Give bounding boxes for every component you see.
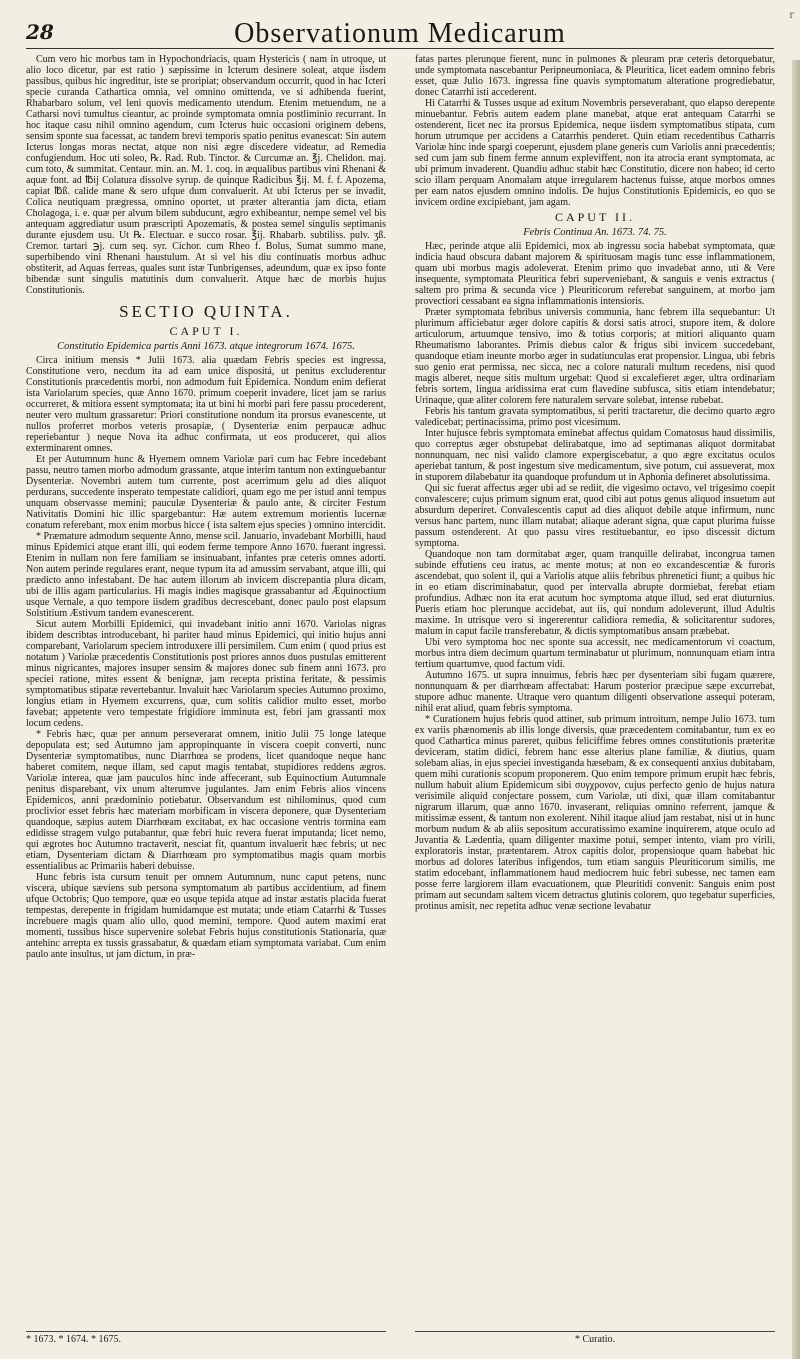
running-title: Observationum Medicarum (234, 18, 566, 49)
chapter-subtitle: Febris Continua An. 1673. 74. 75. (523, 227, 667, 238)
paragraph: * Præmature admodum sequente Anno, mense scil. Januario, invadebant Morbilli, haud minus Epidemici atque erant illi, qui eodem ferme tempore Anno 1670. fuerant ingressi. Etenim in nullam non fere familiam se insinuabant, infantes præ ceteris omnes adorti. Non autem perinde regulares erant, neque typum ita ad amussim servabant, atque illi, qui prædicto anno infestabant. De hac autem illorum ab invicem discrepantia plura dicam, ubi de illis agam particularius. Hi magis indies magisque grassabantur ad Æquinoctium usque Vernale, a quo tempore iisdem gradibus decrescebant, donec paulo post elapsum Solstitium Æstivum tandem evanescerent. (26, 531, 386, 619)
paragraph: Et per Autumnum hunc & Hyemem omnem Variolæ pari cum hac Febre incedebant passu, neutro tamen morbo admodum grassante, atque interim tantum non extinguebantur Dysenteriæ. Novembri autem tum currente, post acerrimum gelu ad dies aliquot perdurans, succedente insperato tempestate calidiori, quam ego me per istud anni tempus unquam observasse memini; pauculæ Dysenteriæ & paulo ante, & circiter Festum Nativitatis Domini hic illic spargebantur: Hæ autem extremum morientis lucernæ conatum referebant, mox enim morbus hicce ( ista saltem ejus species ) omnino intercidit. (26, 454, 386, 531)
chapter-subtitle: Constitutio Epidemica partis Anni 1673. atque integrorum 1674. 1675. (57, 341, 355, 352)
footnote: * Curatio. (415, 1331, 775, 1345)
paragraph: Circa initium mensis * Julii 1673. alia quædam Febris species est ingressa, Constitutione vero, necdum ita ad eam unice dispositá, ut penitus excluderentur Constitutionis præcedentis morbi, non admodum fuit Epidemica. Nondum enim defierat ista Variolarum species, quæ Anno 1670. primum coeperit invadere, licet jam se rarius occurreret, & mitiora essent symptomata; ita ut bini hi morbi pari fere passu procederent, neuter vero multum grassaretur: Priori constitutione nondum ita prorsus evanescente, ut nullos proferret morbos veteris prosapiæ, ( Dysenteriæ enim perpaucæ adhuc reperiebantur ) neque Nova ita adhuc confirmata, ut eos produceret, qui alios exterminarent omnes. (26, 355, 386, 454)
page-number: 28 (26, 20, 54, 44)
paragraph: * Febris hæc, quæ per annum perseverarat omnem, initio Julii 75 longe lateque depopulata est; sed Autumno jam appropinquante in viscera coepit converti, nunc Dysenteriæ symptomatibus, nunc Diarrhœa se prodens, licet quandoque neque hanc haberet comitem, neque illam, sed caput magis tentabat, stupidiores reddens ægros. Variolæ interea, quæ jam pauculos hinc inde affecerant, sub Equinoctium Autumnale penitus disparebant, vix unum alterumve jugulantes. Jam enim Febris alios vincens Epidemicos, anni prædominio potiebatur. Observandum est nihilominus, quod cum proclivior esset febris hæc materiam morbificam in viscera deponere, quæ Dysenteriam quandoque, sæpius autem Diarrhœam excitabat, ex hac occasione ventris tormina eam edidisse stragem vulgo putabantur, quæ febri huic revera fuerat imputanda; licet nemo, qui ægrotes hoc Autumno tractaverit, nesciat fit, quantum invaluerit hæc febris; ut nec etiam, Dysenteriam dictam & Diarrhœam pro symptomatibus magis quam morbis essentialibus ac Primariis haberi debuisse. (26, 729, 386, 872)
header-rule (26, 48, 774, 49)
paragraph: Hæc, perinde atque alii Epidemici, mox ab ingressu socia habebat symptomata, quæ indicia haud obscura dabant majorem & spirituosam magis tunc esse inflammationem, quam ubi morbus magis adoleverat. Etenim primo quo invadebat anno, uti & Vere insequente, symptomata Pleuritica febri superveniebant, & sanguis e venis extractus ( saltem pro prima & secunda vice ) Pleuriticorum referebat sanguinem, at morbo jam provectiori cessabant ea signa inflammationis intensioris. (415, 241, 775, 307)
running-header (26, 6, 774, 48)
paragraph: * Curationem hujus febris quod attinet, sub primum introitum, nempe Julio 1673. tum ex variis phænomenis ab illis longe diversis, quæ præcedentem comitabantur, tum ex eo quod Cathartica minus pareret, quibus feliciffime febres omnes constitutionis præteritæ deviceram, statim didici, febrem hanc esse alterius plane familiæ, & diutius, quam solebam alias, in ejus speciei investiganda hæsebam, & ex consequenti anxius dubitabam, quem mihi curationis scopum proponerem. Quo enim tempore primum erupit hæc febris, nullum habuit alium Epidemicum sibi συγχρονον, cujus perfecto genio de hujus natura verisimile aliquid conjectare possem, cum Variolæ, uti dixi, quæ illam comitabantur nigrarum illarum, quæ anno 1670. invaserant, reliquias omnino referrent, jamque & mitissimæ essent, & tantum non exolerent. Nihil itaque aliud jam restabat, nisi ut in hunc morbum nudum & ab aliis sepositum accuratissimo examine inquirerem, atque oculo ad Juvantia & Lædentia, quam diligenter maxime potui, semper intento, viam pro virili, exploratoris instar, prætentarem. Atrox capitis dolor, propensioque quam habebat hic morbus ad dolores lateribus infigendos, tum etiam sanguis Pleuriticorum similis, me statim edocebant, inflammationem haud mediocrem huic febri subesse, nec tamen eam posse ferre largiorem illam evacuationem, quæ Pleuritidi convenit: Sanguis enim post primam aut secundam saltem vicem detractus glutinis colorem, quo tegebatur superficies, protinus amisit, nec repetita adhuc venæ sectione levabatur (415, 714, 775, 912)
paragraph: Autumno 1675. ut supra innuimus, febris hæc per dysenteriam sibi fugam quærere, nonnunquam & per diarrhœam affectabat: Harum posterior præcipue sæpe excurrebat, stupore adhuc manente. Utraque vero quantum diligenti observatione assequi poteram, nihil erat aliud, quam febris symptoma. (415, 670, 775, 714)
footnote: * 1673. * 1674. * 1675. (26, 1331, 386, 1345)
book-spine-edge (792, 60, 800, 1359)
paragraph: fatas partes plerunque fierent, nunc in pulmones & pleuram præ ceteris detorquebatur, unde symptomata nascebantur Peripneumoniaca, & Pleuritica, licet eadem omnino febris esset, quæ Julio 1673. ingressa fine quavis symptomatum alteratione progrediebatur, donec Catarrhi isti accederent. (415, 54, 775, 98)
left-column (26, 54, 386, 1345)
paragraph: Sicut autem Morbilli Epidemici, qui invadebant initio anni 1670. Variolas nigras ibidem describtas introducebant, hi pariter haud minus Epidemici, qui initio hujus anni comparebant, Variolarum speciem introduxere illi persimilem. Cum enim ( quod prius est notatum ) Variolæ præcedentis Constitutionis post priores annos duos pustulas emitterent minus nigricantes, majores insuper sensim & majores donec sub finem anni 1673. pro speciei ratione, mites essent & benignæ, jam recepta pristina feritate, & pessimis symptomatibus stipatæ revertebantur. Invaluit hæc Variolarum species Autumno proximo, longius etiam in Hyemem excurrens, quæ, cum solitis calidior multo esset, morbo favebat; appetente vero tempestate frigidiore imminuta est, febri jam grassanti mox locum cedens. (26, 619, 386, 729)
corner-mark: r (789, 10, 794, 21)
paragraph: Quandoque non tam dormitabat æger, quam tranquille delirabat, incongrua tamen subinde effutiens ceu iratus, ac mente motus; at non eo excandescentiæ & furoris ascendebat, quo solent il, qui a Variolis atque aliis febribus phrenetici fiunt; a quibus hic in eo etiam discriminabatur, quod per intervalla abrupte dormiebat, ferebat etiam profundius. Adhæc non ita erat acutum hoc symptoma atque illud, sed erat diuturnius. Pueris etiam hoc plerunque accidebat, aut iis, qui nondum adoleverunt, illud Adultis maxime. In utrisque vero si ingererentur calidiora remedia, & solicitarentur sudores, malum in caput facile transferebatur, & dictis symptomatibus ansam præbebat. (415, 549, 775, 637)
chapter-heading: CAPUT I. (169, 324, 243, 338)
paragraph: Ubi vero symptoma hoc nec sponte sua accessit, nec medicamentorum vi coactum, morbus intra diem decimum quartum terminabatur ut plurimum, nonnunquam etiam intra tertium quartumve, quod factum vidi. (415, 637, 775, 670)
section-heading: SECTIO QUINTA. (119, 302, 293, 321)
right-column (415, 54, 775, 1345)
paragraph: Hunc febris ista cursum tenuit per omnem Autumnum, nunc caput petens, nunc viscera, ubique sæviens sub persona symptomatum ab partibus accidentium, ad finem ufque Octobris; Quo tempore, quæ eo usque tepida atque ad instar æstatis placida fuerat tempestas, derepente in frigidam humidamque est mutata; unde etiam Catarrhi & Tusses increbuere magis quam alio ullo, quod memini, tempore. Quod autem maximi erat momenti, tussibus hisce supervenire solebat Febris hujus constitutionis Stationaria, quæ antehinc arrepta ex tussis grassabatur, & quædam etiam symptomata variabat. Cum enim paulo ante insultus, ut jam dictum, in præ- (26, 872, 386, 960)
paragraph: Febris his tantum gravata symptomatibus, si periti tractaretur, die decimo quarto ægro valedicebat; pertinacissima, primo post vicesimum. (415, 406, 775, 428)
chapter-heading: CAPUT II. (554, 210, 636, 224)
paragraph: Inter hujusce febris symptomata eminebat affectus quidam Comatosus haud dissimilis, quo correptus æger obstupebat delirabatque, imo ad septimanas aliquot dormitabat nonnunquam, nec nisi valido clamore expergiscebatur, a quo ægre excitatus oculos aperiebat tantum, & post ingestum sive medicamentum, sive potum, cui assueverat, mox in stuporem dilabebatur ita quandoque profundum ut in Aphonia defineret absolutissima. (415, 428, 775, 483)
paragraph: Hi Catarrhi & Tusses usque ad exitum Novembris perseverabant, quo elapso derepente minuebantur. Febris autem eadem plane manebat, atque erat antequam Catarrhi se ostenderent, licet nec ita prorsus Epidemica, neque iisdem symptomatibus stipata, cum horum utrumque per accidens a Catarrhis penderet. Quin etiam recedentibus Catharris Variolæ hinc inde spargi coeperunt, ejusdem plane generis cum Variolis anni præcedentis; sed cum jam sub finem ferme annum expleviffent, non ita atrocia erant symptomata, ac ubi primum invaderent. Quandiu adhuc stabit hæc Constitutio, dicere non habeo; id certo scio illam perquam Anomalam atque irregularem hactenus fuisse, atque morbos omnes per eam natos ejusdem omnino indolis. De hujus Constitutionis Epidemicis, eo quo se invicem ordine excipiebant, jam agam. (415, 98, 775, 208)
paragraph: Qui sic fuerat affectus æger ubi ad se rediit, die vigesimo octavo, vel trigesimo coepit convalescere; cujus primum signum erat, quod cibi aut potus genus aliquod insuetum aut absurdum deperiret. Convalescentis caput ad dies aliquot debile atque infirmum, nunc versus hanc partem, nunc illam nutabat; aliaque aderant signa, quæ caput plurima fuisse passum ostenderent. At quo passu vires restituebantur, eo ipso discessit dictum symptoma. (415, 483, 775, 549)
paragraph: Cum vero hic morbus tam in Hypochondriacis, quam Hystericis ( nam in utroque, ut alio loco dicetur, par est ratio ) sæpissime in Icterum desinere soleat, atque iisdem passibus, quibus hic ingreditur, iste se proripiat; observandum occurrit, quod in hac Icteri specie curanda Cathartica omnia, vel omnino omittenda, ve si adhibenda fuerint, Rhabarbaro solum, vel leni quovis medicamento utendum. Etenim metuendum, ne a Catharsi novi tumultus cieantur, ac proinde symptomata omnia postliminio recurrant. In hoc itaque casu nihil omnino agendum, cum Icterus huic occasioni originem debens, sensim sponte sua facessat, ac tandem brevi temporis spatio penitus evanescat: Sin autem Icterus longas moras nectat, atque non nisi ægre discedere videatur, ad Remedia confugiendum. Hoc uti soleo, ℞. Rad. Rub. Tinctor. & Curcumæ an. ℥j. Chelidon. maj. cum toto, & summitat. Centaur. min. an. M. 1. coq. in æqualibus partibus vini Rhenani & aquæ font. ad ℔ij Colatura dissolve syrup. de quinque Radicibus ℥ij. M. f. f. Apozema, capiat ℔ß. calide mane & sero ufque dum convaluerit. At ubi Icterus per se invadit, Colica neutiquam prægressa, omnino oportet, ut præter alterantia jam dicta, etiam Cholagoga, i. e. quæ per alvum bilem subducunt, ægro exhibeantur, nempe semel vel bis antequam aggrediatur usum præscripti Apozematis, & postea semel singulis septimanis durante ejusdem usu. Ut ℞. Electuar. e succo rosar. ℥ij. Rhabarb. subtiliss. pulv. ʒß. Cremor. tartari ℈j. cum seq. syr. Cichor. cum Rheo f. Bolus, Sumat summo mane, superbibendo vini Rhenani haustulum. At si vel his diu continuatis morbus adhuc obstiterit, ad Aquas ferreas, quales sunt istæ Tunbrigenses, adeundum, quæ ex ipso fonte bibendæ sunt singulis matutinis dum convaluerit. Atque hæc de morbis hujus Constitutionis. (26, 54, 386, 296)
paragraph: Præter symptomata febribus universis communia, hanc febrem illa sequebantur: Ut plurimum afficiebatur æger dolore capitis & dorsi satis atroci, stupore item, & dolore articulorum, artuumque tensivo, imo & totius corporis; at mitiori aliquanto quam Rheumatismo laborantes. Primis diebus calor & frigus sibi invicem succedebant, quandoque etiam ineunte morbo æger in sudatiunculas erat propensior. Lingua, ubi febris suo genio erat permissa, nec sicca, nec a colore naturali multum recedens, nisi quod magis alberet, neque sitis multum urgebat: Quod si excalefieret æger, ultra ordinariam febris sortem, lingua aridissima erat cum flavedine subfusca, sitis etiam intendebatur; Urinaque, quæ aliter colorem fere naturalem servare solebat, intense rubebat. (415, 307, 775, 406)
